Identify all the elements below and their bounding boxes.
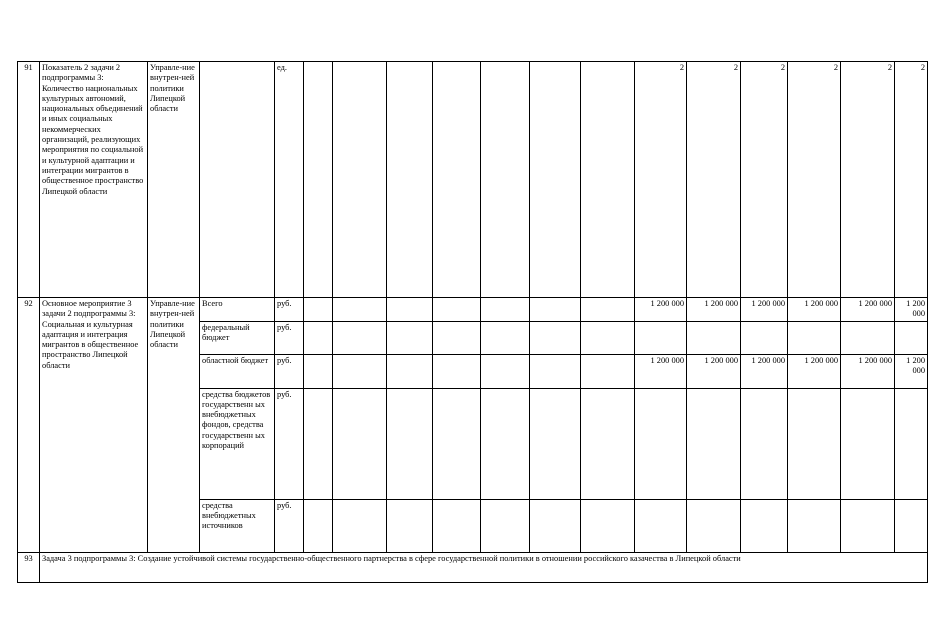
value-cell [841,388,895,499]
value-cell [333,354,387,388]
value-cell [387,298,433,322]
value-cell [687,499,741,552]
value-cell [895,499,928,552]
value-cell: 1 200 000 [895,298,928,322]
value-cell [481,388,530,499]
table-row [18,552,928,582]
unit: руб. [275,354,304,388]
value-cell [333,62,387,298]
value-cell: 1 200 000 [741,298,788,322]
unit: руб. [275,298,304,322]
table-row [18,62,928,298]
source-cell [200,62,275,298]
value-cell: 2 [687,62,741,298]
value-cell [304,62,333,298]
value-cell [841,499,895,552]
unit: руб. [275,499,304,552]
value-cell: 2 [741,62,788,298]
value-cell: 1 200 000 [788,298,841,322]
value-cell [304,354,333,388]
value-cell [530,388,581,499]
value-cell: 2 [635,62,687,298]
value-cell [481,321,530,354]
value-cell: 1 200 000 [841,354,895,388]
value-cell [433,62,481,298]
value-cell [304,298,333,322]
value-cell [387,321,433,354]
value-cell [895,321,928,354]
value-cell [530,62,581,298]
value-cell [581,354,635,388]
value-cell [387,62,433,298]
table-row [18,298,928,322]
value-cell [481,62,530,298]
value-cell: 2 [895,62,928,298]
source-label: средства внебюджетных источников [200,499,275,552]
value-cell [387,499,433,552]
value-cell [581,499,635,552]
value-cell [387,354,433,388]
value-cell [788,499,841,552]
value-cell: 1 200 000 [841,298,895,322]
value-cell: 2 [788,62,841,298]
value-cell [581,388,635,499]
value-cell [687,321,741,354]
value-cell: 1 200 000 [687,354,741,388]
value-cell [635,321,687,354]
value-cell [687,388,741,499]
value-cell [530,298,581,322]
value-cell [581,62,635,298]
value-cell: 1 200 000 [635,298,687,322]
executor: Управле-ние внутрен-ней политики Липецкой области [148,298,200,553]
source-label: средства бюджетов государственн ых внебюджетных фондов, средства государственн ых корпораций [200,388,275,499]
value-cell [741,321,788,354]
source-label: Всего [200,298,275,322]
value-cell: 1 200 000 [741,354,788,388]
value-cell: 2 [841,62,895,298]
value-cell [530,321,581,354]
value-cell [433,499,481,552]
value-cell [788,321,841,354]
value-cell: 1 200 000 [635,354,687,388]
value-cell [841,321,895,354]
value-cell [304,499,333,552]
task-heading: Задача 3 подпрограммы 3: Создание устойчивой системы государственно-общественного партнерства в сфере государственной политики в отношении российского казачества в Липецкой области [40,552,928,582]
row-number: 92 [18,298,40,553]
value-cell [333,321,387,354]
value-cell [530,354,581,388]
value-cell [304,321,333,354]
row-number: 91 [18,62,40,298]
value-cell [581,298,635,322]
value-cell [333,499,387,552]
value-cell: 1 200 000 [687,298,741,322]
source-label: областной бюджет [200,354,275,388]
value-cell [387,388,433,499]
value-cell [581,321,635,354]
unit: руб. [275,388,304,499]
value-cell [741,499,788,552]
value-cell [481,298,530,322]
value-cell [333,388,387,499]
row-number: 93 [18,552,40,582]
value-cell [481,354,530,388]
value-cell: 1 200 000 [788,354,841,388]
value-cell [788,388,841,499]
program-table [17,61,928,583]
indicator-name: Показатель 2 задачи 2 подпрограммы 3: Количество национальных культурных автономий, национальных объединений и иных социальных некоммерческих организаций, реализующих мероприятия по социальной и культурной адаптации и интеграции мигрантов в общественное пространство Липецкой области [40,62,148,298]
value-cell [333,298,387,322]
value-cell [635,499,687,552]
activity-name: Основное мероприятие 3 задачи 2 подпрограммы 3: Социальная и культурная адаптация и интеграция мигрантов в общественное пространство Липецкой области [40,298,148,553]
value-cell [304,388,333,499]
unit: руб. [275,321,304,354]
source-label: федеральный бюджет [200,321,275,354]
value-cell [635,388,687,499]
value-cell [895,388,928,499]
value-cell: 1 200 000 [895,354,928,388]
value-cell [481,499,530,552]
value-cell [433,388,481,499]
value-cell [433,354,481,388]
value-cell [433,321,481,354]
executor: Управле-ние внутрен-ней политики Липецкой области [148,62,200,298]
value-cell [433,298,481,322]
value-cell [741,388,788,499]
value-cell [530,499,581,552]
unit: ед. [275,62,304,298]
